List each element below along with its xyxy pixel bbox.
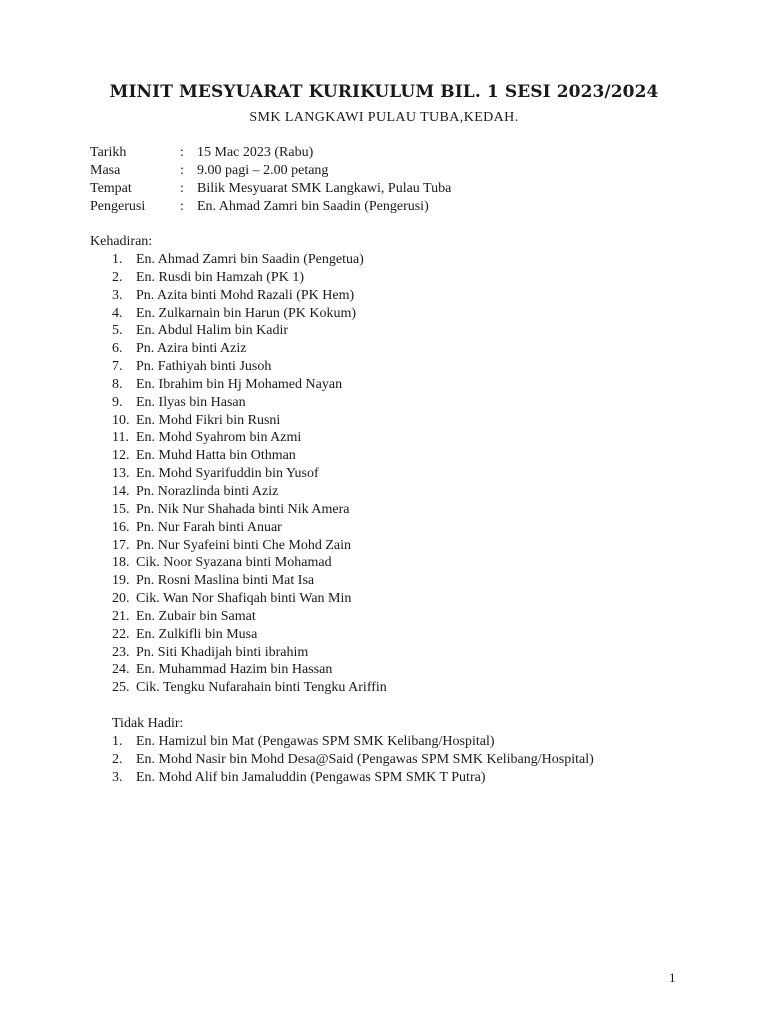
list-item [112,412,387,430]
person-name: En. Mohd Alif bin Jamaluddin (Pengawas SPM SMK T Putra) [136,769,486,785]
document-title: MINIT MESYUARAT KURIKULUM BIL. 1 SESI 2023/2024 [109,82,659,102]
list-item [112,358,387,376]
list-number: 15. [112,501,130,517]
meta-value: Bilik Mesyuarat SMK Langkawi, Pulau Tuba [197,181,452,196]
list-item [112,769,594,787]
list-item [112,465,387,483]
list-item [112,608,387,626]
list-item [112,501,387,519]
person-name: Pn. Siti Khadijah binti ibrahim [136,644,309,660]
meta-row-time [90,162,451,180]
meeting-details [90,144,451,216]
person-name: En. Mohd Fikri bin Rusni [136,412,281,428]
school-name: SMK LANGKAWI PULAU TUBA,KEDAH. [249,110,519,125]
list-number: 9. [112,394,123,410]
person-name: En. Ahmad Zamri bin Saadin (Pengetua) [136,252,364,267]
list-item [112,661,387,679]
list-item [112,679,387,697]
meta-colon: : [180,199,184,214]
list-item [112,483,387,501]
list-number: 22. [112,626,130,642]
person-name: Pn. Nik Nur Shahada binti Nik Amera [136,501,350,517]
list-number: 2. [112,269,123,285]
person-name: En. Ilyas bin Hasan [136,394,246,410]
list-number: 13. [112,466,130,482]
list-item [112,340,387,358]
person-name: Cik. Tengku Nufarahain binti Tengku Ariffin [136,680,387,696]
list-item [112,447,387,465]
meta-colon: : [180,163,184,178]
attendance-heading: Kehadiran: [90,234,153,249]
person-name: En. Abdul Halim bin Kadir [136,323,289,339]
list-number: 17. [112,537,130,553]
person-name: En. Muhd Hatta bin Othman [136,448,296,464]
list-item [112,572,387,590]
list-item [112,751,594,769]
absent-heading: Tidak Hadir: [112,716,184,731]
list-item [112,733,594,751]
list-number: 2. [112,751,123,767]
list-item [112,394,387,412]
list-item [112,554,387,572]
list-item [112,269,387,287]
meta-label: Pengerusi [90,199,146,214]
person-name: En. Ibrahim bin Hj Mohamed Nayan [136,376,343,392]
list-number: 23. [112,644,130,660]
person-name: Pn. Azira binti Aziz [136,341,247,357]
list-item [112,305,387,323]
list-number: 3. [112,287,123,303]
person-name: En. Mohd Syarifuddin bin Yusof [136,466,319,482]
list-number: 7. [112,359,123,375]
list-number: 19. [112,573,130,589]
list-number: 10. [112,412,130,428]
list-number: 18. [112,555,130,571]
meta-colon: : [180,181,184,196]
meta-value: 15 Mac 2023 (Rabu) [197,145,314,160]
attendee-list [112,251,387,697]
list-number: 11. [112,430,129,446]
list-number: 16. [112,519,130,535]
meta-label: Tarikh [90,145,127,160]
list-item [112,251,387,269]
list-number: 21. [112,608,130,624]
list-item [112,376,387,394]
list-number: 20. [112,591,130,607]
list-number: 14. [112,483,130,499]
person-name: En. Zulkifli bin Musa [136,626,258,642]
person-name: Pn. Nur Syafeini binti Che Mohd Zain [136,537,352,553]
meta-row-chair [90,198,451,216]
list-item [112,322,387,340]
person-name: En. Muhammad Hazim bin Hassan [136,662,333,678]
meta-label: Tempat [90,181,132,196]
person-name: En. Mohd Syahrom bin Azmi [136,430,302,446]
meta-colon: : [180,145,184,160]
person-name: Pn. Norazlinda binti Aziz [136,483,279,499]
list-number: 4. [112,305,123,321]
meta-row-venue [90,180,451,198]
list-item [112,287,387,305]
list-number: 3. [112,769,123,785]
meta-value: En. Ahmad Zamri bin Saadin (Pengerusi) [197,199,429,214]
list-item [112,626,387,644]
meta-row-date [90,144,451,162]
person-name: Pn. Nur Farah binti Anuar [136,519,282,535]
person-name: Pn. Rosni Maslina binti Mat Isa [136,573,315,589]
list-item [112,590,387,608]
person-name: Cik. Wan Nor Shafiqah binti Wan Min [136,591,352,607]
list-number: 12. [112,448,130,464]
person-name: Pn. Azita binti Mohd Razali (PK Hem) [136,287,355,303]
list-number: 24. [112,662,130,678]
list-number: 1. [112,734,123,749]
list-item [112,429,387,447]
meta-label: Masa [90,163,121,178]
list-item [112,644,387,662]
page-number: 1 [669,970,676,985]
person-name: Pn. Fathiyah binti Jusoh [136,359,272,375]
list-number: 1. [112,252,123,267]
person-name: En. Rusdi bin Hamzah (PK 1) [136,269,304,285]
list-item [112,519,387,537]
list-item [112,537,387,555]
list-number: 8. [112,376,123,392]
person-name: En. Zulkarnain bin Harun (PK Kokum) [136,305,357,321]
list-number: 25. [112,680,130,696]
person-name: En. Zubair bin Samat [136,608,256,624]
meta-value: 9.00 pagi – 2.00 petang [197,163,329,178]
person-name: En. Hamizul bin Mat (Pengawas SPM SMK Kelibang/Hospital) [136,734,495,749]
person-name: En. Mohd Nasir bin Mohd Desa@Said (Pengawas SPM SMK Kelibang/Hospital) [136,751,594,767]
list-number: 6. [112,341,123,357]
absentee-list [112,733,594,787]
list-number: 5. [112,323,123,339]
person-name: Cik. Noor Syazana binti Mohamad [136,555,332,571]
